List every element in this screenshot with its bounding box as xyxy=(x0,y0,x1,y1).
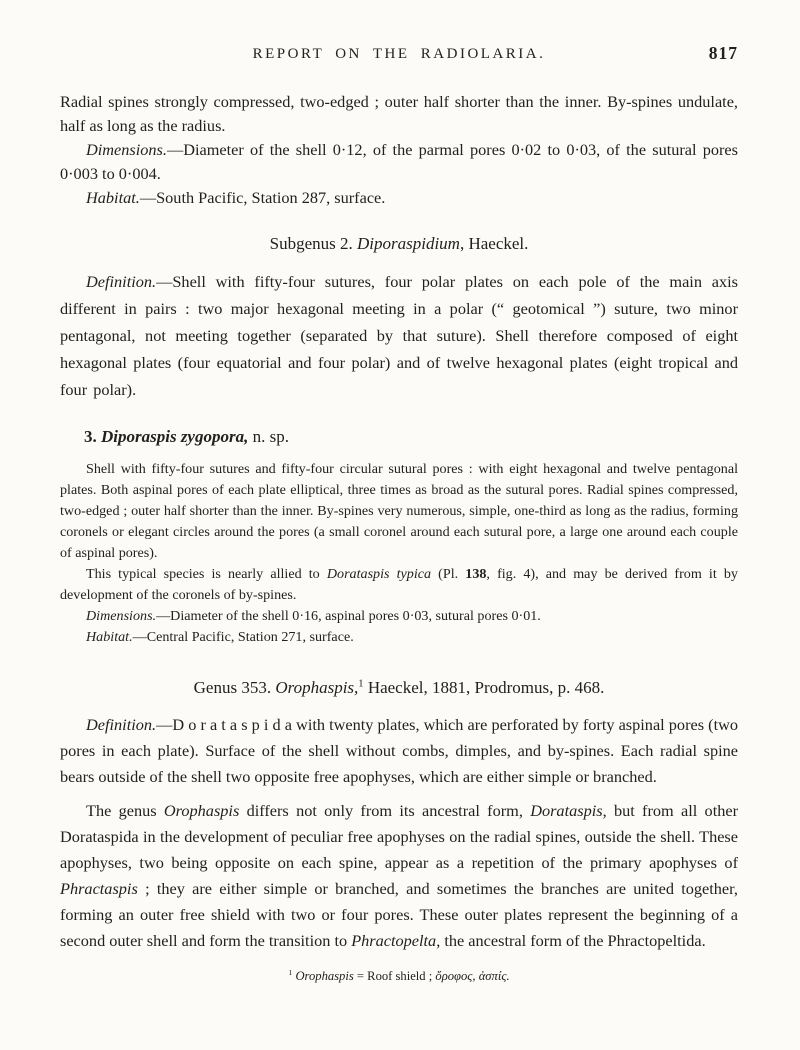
subgenus-heading xyxy=(60,232,738,256)
genus-heading xyxy=(60,676,738,700)
text-run: Shell with fifty-four sutures and fifty-four circular sutural pores : with eight hexagonal and twelve pentagonal plates. Both aspinal pores of each plate elliptical, three times as broad as the sutural pores. Radial spines compressed, two-edged ; outer half shorter than the inner. By-spines very numerous, simple, one-third as long as the radius, forming coronels or elegant circles around the pores (a small coronel around each sutural pore, a large one around each couple of aspinal pores). xyxy=(60,461,738,561)
page-header xyxy=(60,43,738,70)
text-run: —South Pacific, Station 287, surface. xyxy=(139,188,386,207)
radial-spines-paragraph xyxy=(60,90,738,138)
footnote-greek-etymology: ὄροφος, ἀσπίς. xyxy=(435,969,510,983)
footnote-genus-name: Orophaspis xyxy=(292,969,354,983)
text-run: —Diameter of the shell 0·16, aspinal pores 0·03, sutural pores 0·01. xyxy=(156,608,541,624)
text-run: n. sp. xyxy=(248,427,289,446)
ancestral-genus-name: Dorataspis xyxy=(530,801,603,820)
phractaspis-name: Phractaspis xyxy=(60,879,138,898)
text-run: = Roof shield ; xyxy=(353,969,436,983)
definition-label: Definition. xyxy=(86,715,157,734)
definition-label: Definition. xyxy=(86,272,157,291)
species-habitat-paragraph xyxy=(60,627,738,648)
page-number: 817 xyxy=(708,43,738,63)
text-run: , fig. 4), and may be derived from it by development of the coronels of by-spines. xyxy=(60,566,738,603)
dimensions-paragraph xyxy=(60,138,738,186)
text-run: —Diameter of the shell 0·12, of the parmal pores 0·02 to 0·03, of the sutural pores 0·003 to 0·004. xyxy=(60,140,738,183)
text-run: The genus xyxy=(86,801,164,820)
genus-name: Orophaspis, xyxy=(275,678,359,697)
text-run: —D o r a t a s p i d a with twenty plates, which are perforated by forty aspinal pores (two pores in each plate). Surface of the shell without combs, dimples, and by-spines. Each radial spine bears outside of the shell two opposite free apophyses, which are either simple or branched. xyxy=(60,715,738,786)
species-description-paragraph xyxy=(60,459,738,564)
text-run: , Haeckel. xyxy=(459,234,529,253)
dimensions-label: Dimensions. xyxy=(86,140,167,159)
text-run: Genus 353. xyxy=(193,678,276,697)
genus-discussion-paragraph xyxy=(60,798,738,954)
phractopelta-name: Phractopelta xyxy=(351,931,437,950)
footnote-marker: 1 xyxy=(288,967,293,977)
subgenus-definition-paragraph xyxy=(60,268,738,403)
footnote-reference: 1 xyxy=(358,678,364,690)
text-run: , but from all other Dorataspida in the development of peculiar free apophyses on the radial spines, outside the shell. These apophyses, two being opposite on each spine, appear as a repetition of the primary apophyses of xyxy=(60,801,739,872)
subgenus-name: Diporaspidium xyxy=(356,234,460,253)
text-run: This typical species is nearly allied to xyxy=(86,566,327,582)
habitat-label: Habitat. xyxy=(86,188,140,207)
text-run: differs not only from its ancestral form, xyxy=(239,801,531,820)
species-dimensions-paragraph xyxy=(60,606,738,627)
allied-species-name: Dorataspis typica xyxy=(326,566,432,582)
footnote xyxy=(60,968,738,984)
running-title: REPORT ON THE RADIOLARIA. xyxy=(252,46,546,62)
species-name: Diporaspis zygopora, xyxy=(101,427,249,446)
text-run: Radial spines strongly compressed, two-edged ; outer half shorter than the inner. By-spines undulate, half as long as the radius. xyxy=(60,92,738,135)
text-run: Subgenus 2. xyxy=(269,234,357,253)
genus-name: Orophaspis xyxy=(163,801,240,820)
text-run: ; they are either simple or branched, and sometimes the branches are united together, forming an outer free shield with two or four pores. These outer plates represent the beginning of a second outer shell and form the transition to xyxy=(60,879,738,950)
habitat-paragraph xyxy=(60,186,738,210)
genus-definition-paragraph xyxy=(60,712,738,790)
dimensions-label: Dimensions. xyxy=(86,608,157,624)
text-run: —Shell with fifty-four sutures, four polar plates on each pole of the main axis different in pairs : two major hexagonal meeting in a polar (“ geotomical ”) suture, two minor pentagonal, not meeting together (separated by that suture). Shell therefore composed of eight hexagonal plates (four equatorial and four polar) and of twelve hexagonal plates (eight tropical and four polar). xyxy=(60,272,738,399)
text-run: (Pl. xyxy=(431,566,466,582)
species-affinity-paragraph xyxy=(60,564,738,606)
species-heading xyxy=(60,427,738,447)
text-run: —Central Pacific, Station 271, surface. xyxy=(132,629,354,645)
plate-number: 138 xyxy=(465,566,487,582)
species-number: 3. xyxy=(84,427,101,446)
text-run: Haeckel, 1881, Prodromus, p. 468. xyxy=(363,678,605,697)
text-run: , the ancestral form of the Phractopeltida. xyxy=(436,931,706,950)
habitat-label: Habitat. xyxy=(86,629,133,645)
